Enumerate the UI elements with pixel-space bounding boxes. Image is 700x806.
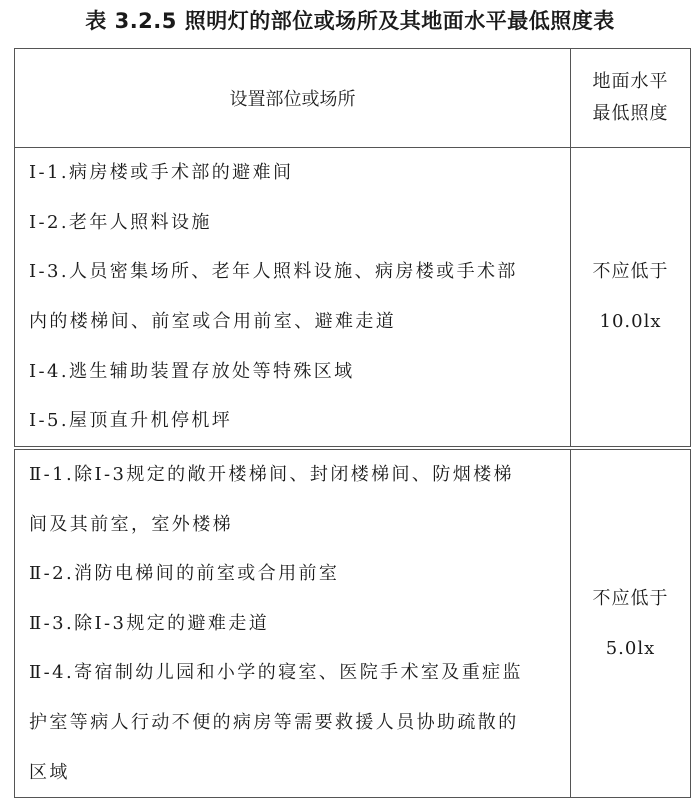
illuminance-table [14, 48, 691, 798]
list-item: Ⅰ-3.人员密集场所、老年人照料设施、病房楼或手术部 [29, 261, 518, 283]
table-header-row [15, 49, 691, 148]
list-item: Ⅱ-1.除Ⅰ-3规定的敞开楼梯间、封闭楼梯间、防烟楼梯 [29, 464, 514, 485]
list-item: Ⅱ-2.消防电梯间的前室或合用前室 [29, 563, 340, 585]
illuminance-requirement: 不应低于 [592, 587, 669, 609]
list-item: 区域 [29, 761, 70, 783]
illuminance-value: 10.0lx [599, 311, 662, 332]
illuminance-requirement: 不应低于 [592, 261, 669, 282]
header-min-illuminance [571, 49, 691, 148]
list-item: Ⅰ-4.逃生辅助装置存放处等特殊区域 [29, 360, 355, 382]
header-location-label: 设置部位或场所 [229, 89, 356, 110]
table-title: 表 3.2.5 照明灯的部位或场所及其地面水平最低照度表 [85, 9, 615, 33]
list-item: Ⅱ-4.寄宿制幼儿园和小学的寝室、医院手术室及重症监 [29, 662, 523, 684]
group-2-locations [15, 448, 571, 798]
illuminance-value: 5.0lx [605, 637, 656, 659]
list-item: Ⅰ-5.屋顶直升机停机坪 [29, 410, 233, 432]
group-1-locations [15, 148, 571, 449]
list-item: Ⅰ-2.老年人照料设施 [29, 211, 212, 233]
list-item: 护室等病人行动不便的病房等需要救援人员协助疏散的 [29, 711, 519, 733]
group-1-illuminance [571, 148, 691, 449]
table-row [15, 148, 691, 449]
header-location [15, 49, 571, 148]
list-item: 间及其前室，室外楼梯 [29, 513, 233, 535]
group-2-illuminance [571, 448, 691, 798]
list-item: Ⅱ-3.除Ⅰ-3规定的避难走道 [29, 612, 270, 634]
list-item: 内的楼梯间、前室或合用前室、避难走道 [29, 311, 397, 332]
header-illuminance-line1: 地面水平 [592, 71, 669, 92]
header-illuminance-line2: 最低照度 [592, 103, 669, 124]
list-item: Ⅰ-1.病房楼或手术部的避难间 [29, 162, 294, 184]
table-row [15, 448, 691, 798]
